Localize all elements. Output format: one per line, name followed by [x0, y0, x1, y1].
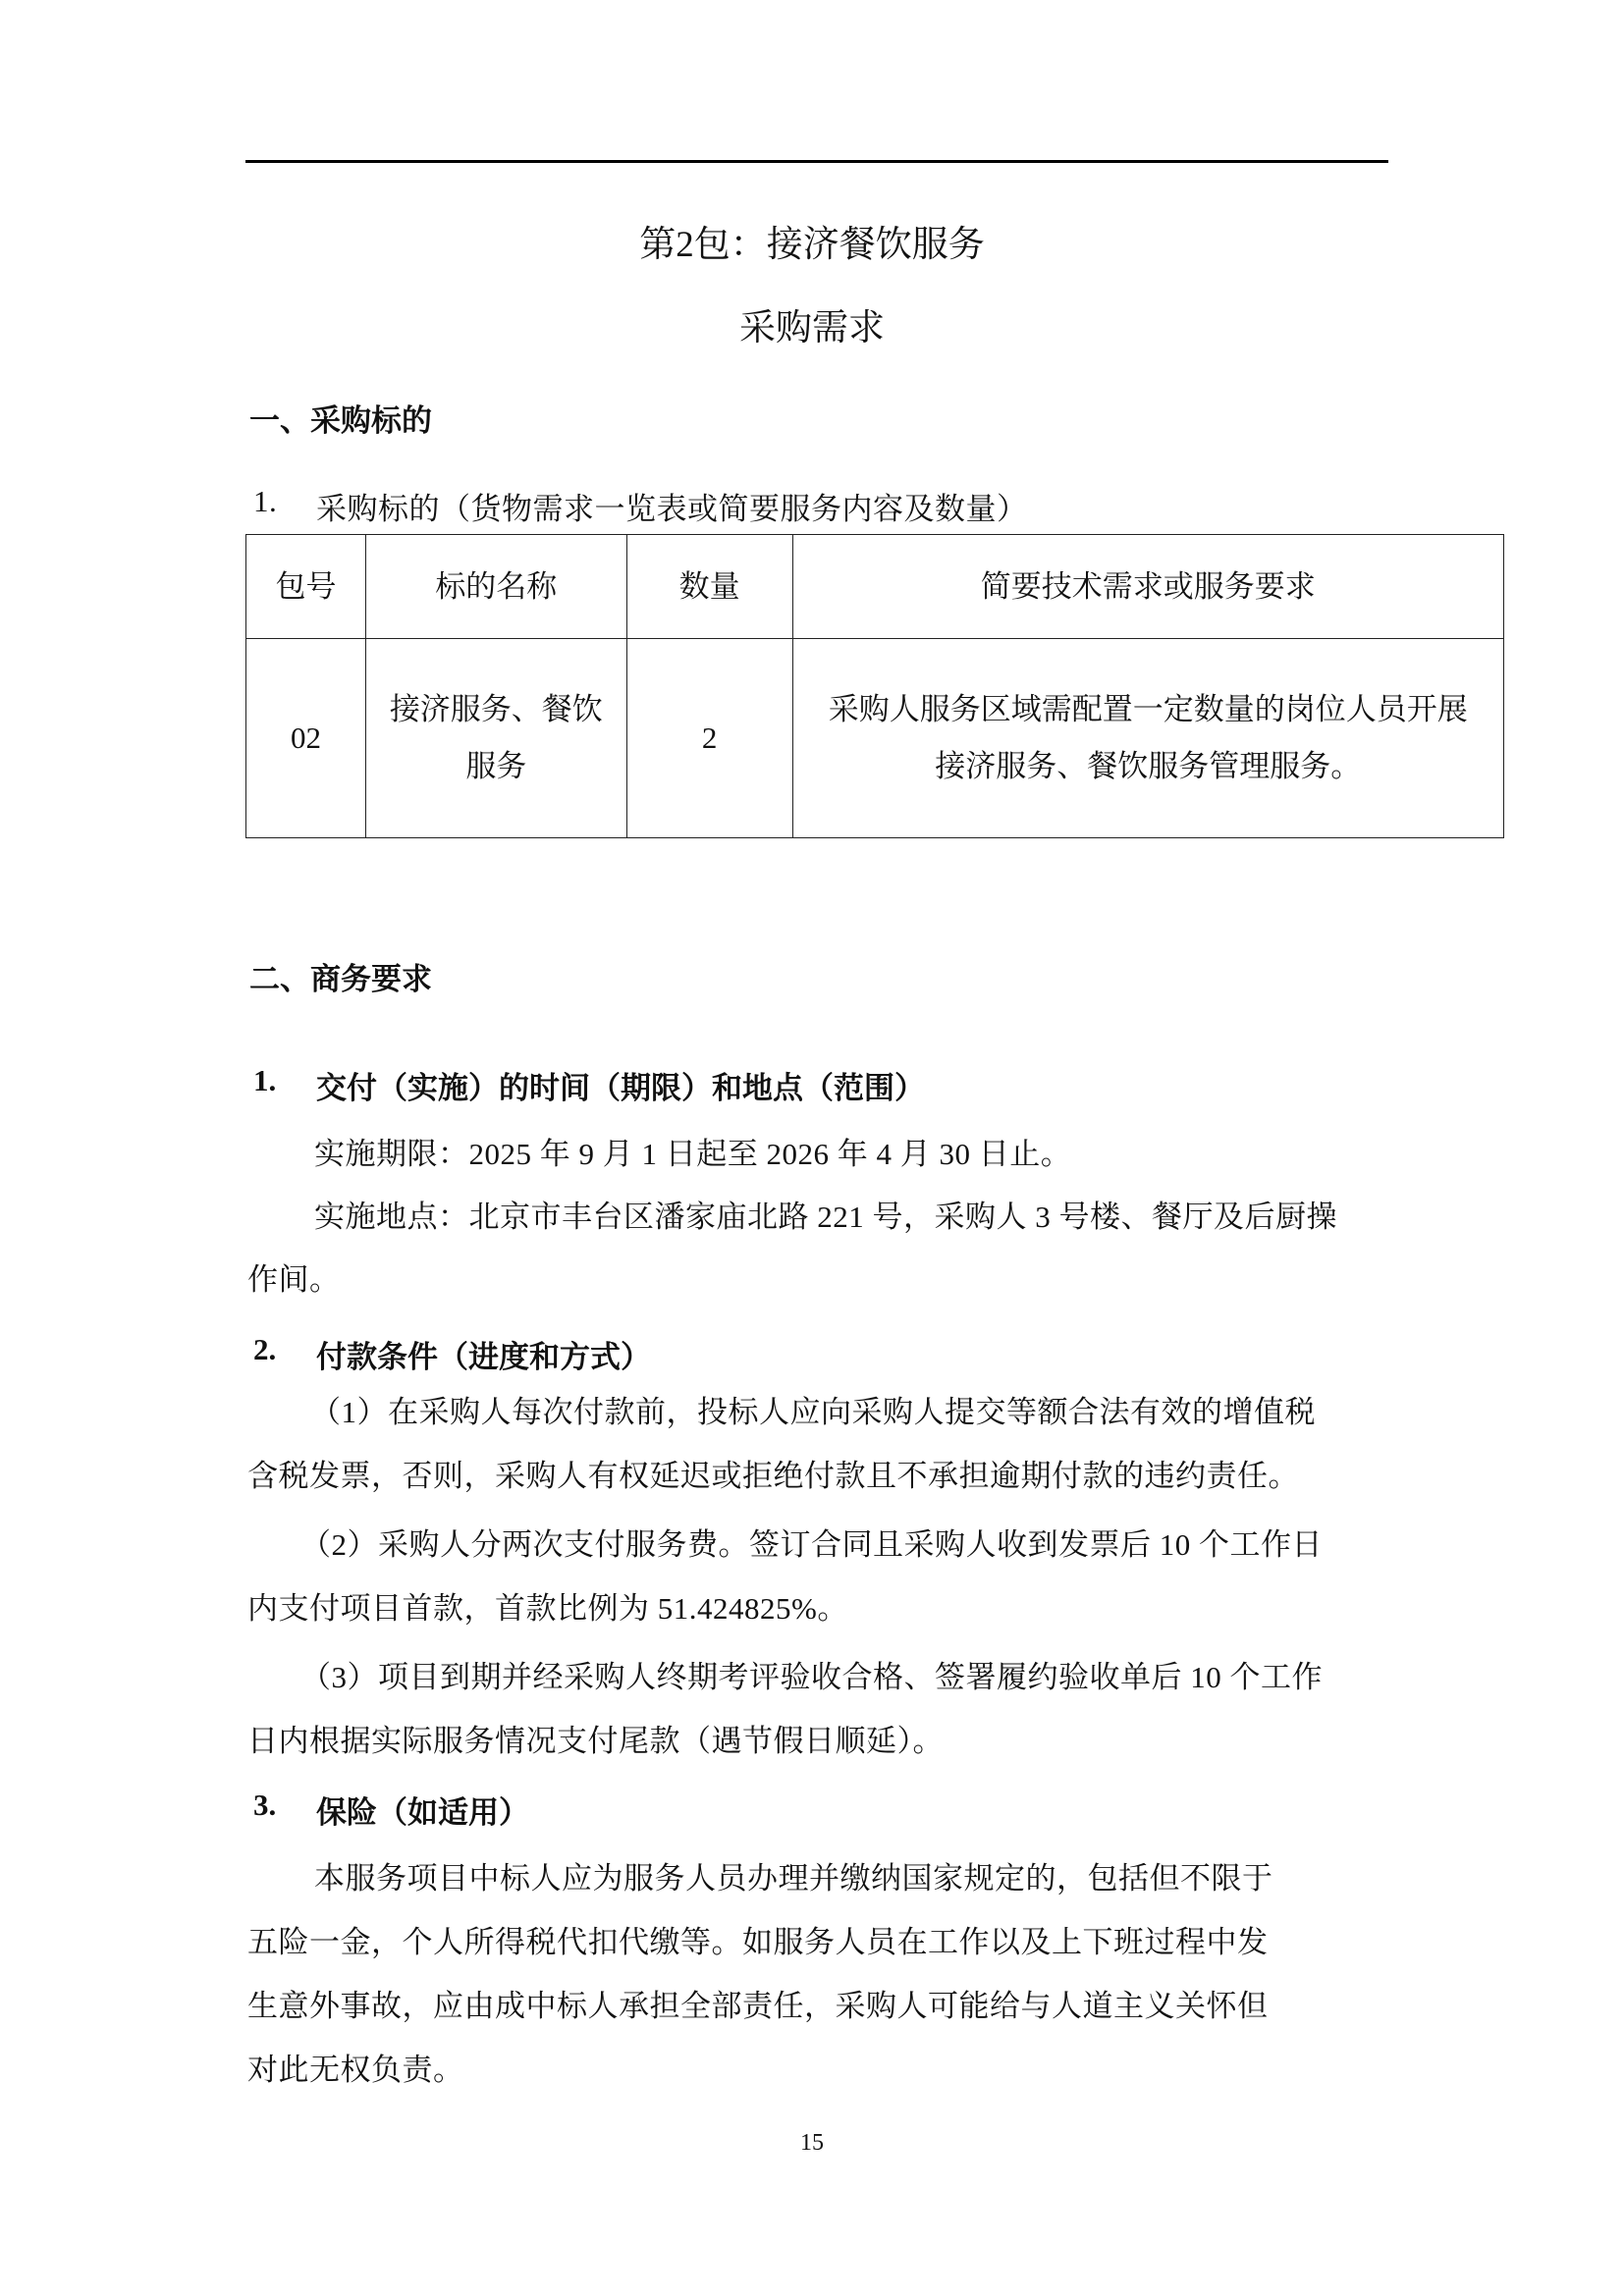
item-number: 1.	[253, 484, 278, 518]
payment-clause-1: （1）在采购人每次付款前，投标人应向采购人提交等额合法有效的增值税	[310, 1395, 1316, 1429]
subsection-3-number: 3.	[253, 1788, 277, 1822]
payment-clause-3-cont: 日内根据实际服务情况支付尾款（遇节假日顺延）。	[247, 1724, 944, 1758]
header-qty: 数量	[626, 535, 792, 639]
package-title: 第2包：接济餐饮服务	[639, 225, 985, 265]
table-row	[246, 639, 1504, 838]
cell-requirements	[792, 639, 1503, 838]
subsection-2-title: 付款条件（进度和方式）	[316, 1340, 651, 1374]
insurance-line1: 本服务项目中标人应为服务人员办理并缴纳国家规定的，包括但不限于	[314, 1861, 1273, 1896]
section-heading-business: 二、商务要求	[249, 962, 432, 996]
page-number: 15	[800, 2130, 824, 2156]
cell-name	[365, 639, 626, 838]
header-pkg: 包号	[246, 535, 366, 639]
subsection-3-title: 保险（如适用）	[316, 1795, 529, 1830]
payment-clause-2-cont: 内支付项目首款，首款比例为 51.424825%。	[247, 1591, 848, 1626]
subsection-1-number: 1.	[253, 1063, 277, 1097]
insurance-line4: 对此无权负责。	[247, 2053, 464, 2087]
cell-qty: 2	[626, 639, 792, 838]
cell-pkg: 02	[246, 639, 366, 838]
document-subtitle: 采购需求	[739, 308, 885, 348]
requirements-table	[245, 534, 1504, 838]
payment-clause-1-cont: 含税发票，否则，采购人有权延迟或拒绝付款且不承担逾期付款的违约责任。	[247, 1459, 1299, 1493]
section-heading-procurement-target: 一、采购标的	[249, 403, 432, 438]
cell-name-line1: 接济服务、餐饮	[389, 692, 603, 726]
header-name: 标的名称	[365, 535, 626, 639]
cell-req-line1: 采购人服务区域需配置一定数量的岗位人员开展	[828, 692, 1468, 726]
table-header-row	[246, 535, 1504, 639]
delivery-period: 实施期限：2025 年 9 月 1 日起至 2026 年 4 月 30 日止。	[314, 1137, 1072, 1171]
delivery-location-cont: 作间。	[247, 1262, 341, 1297]
insurance-line3: 生意外事故，应由成中标人承担全部责任，采购人可能给与人道主义关怀但	[247, 1989, 1269, 2023]
subsection-2-number: 2.	[253, 1332, 277, 1366]
payment-clause-2: （2）采购人分两次支付服务费。签订合同且采购人收到发票后 10 个工作日	[300, 1527, 1323, 1562]
cell-name-line2: 服务	[465, 749, 527, 783]
delivery-location: 实施地点：北京市丰台区潘家庙北路 221 号，采购人 3 号楼、餐厅及后厨操	[314, 1200, 1337, 1234]
cell-req-line2: 接济服务、餐饮服务管理服务。	[935, 749, 1362, 783]
header-requirements: 简要技术需求或服务要求	[792, 535, 1503, 639]
payment-clause-3: （3）项目到期并经采购人终期考评验收合格、签署履约验收单后 10 个工作	[300, 1660, 1323, 1694]
item-text: 采购标的（货物需求一览表或简要服务内容及数量）	[316, 492, 1028, 526]
header-rule	[245, 160, 1388, 163]
insurance-line2: 五险一金，个人所得税代扣代缴等。如服务人员在工作以及上下班过程中发	[247, 1925, 1269, 1959]
subsection-1-title: 交付（实施）的时间（期限）和地点（范围）	[316, 1071, 925, 1105]
